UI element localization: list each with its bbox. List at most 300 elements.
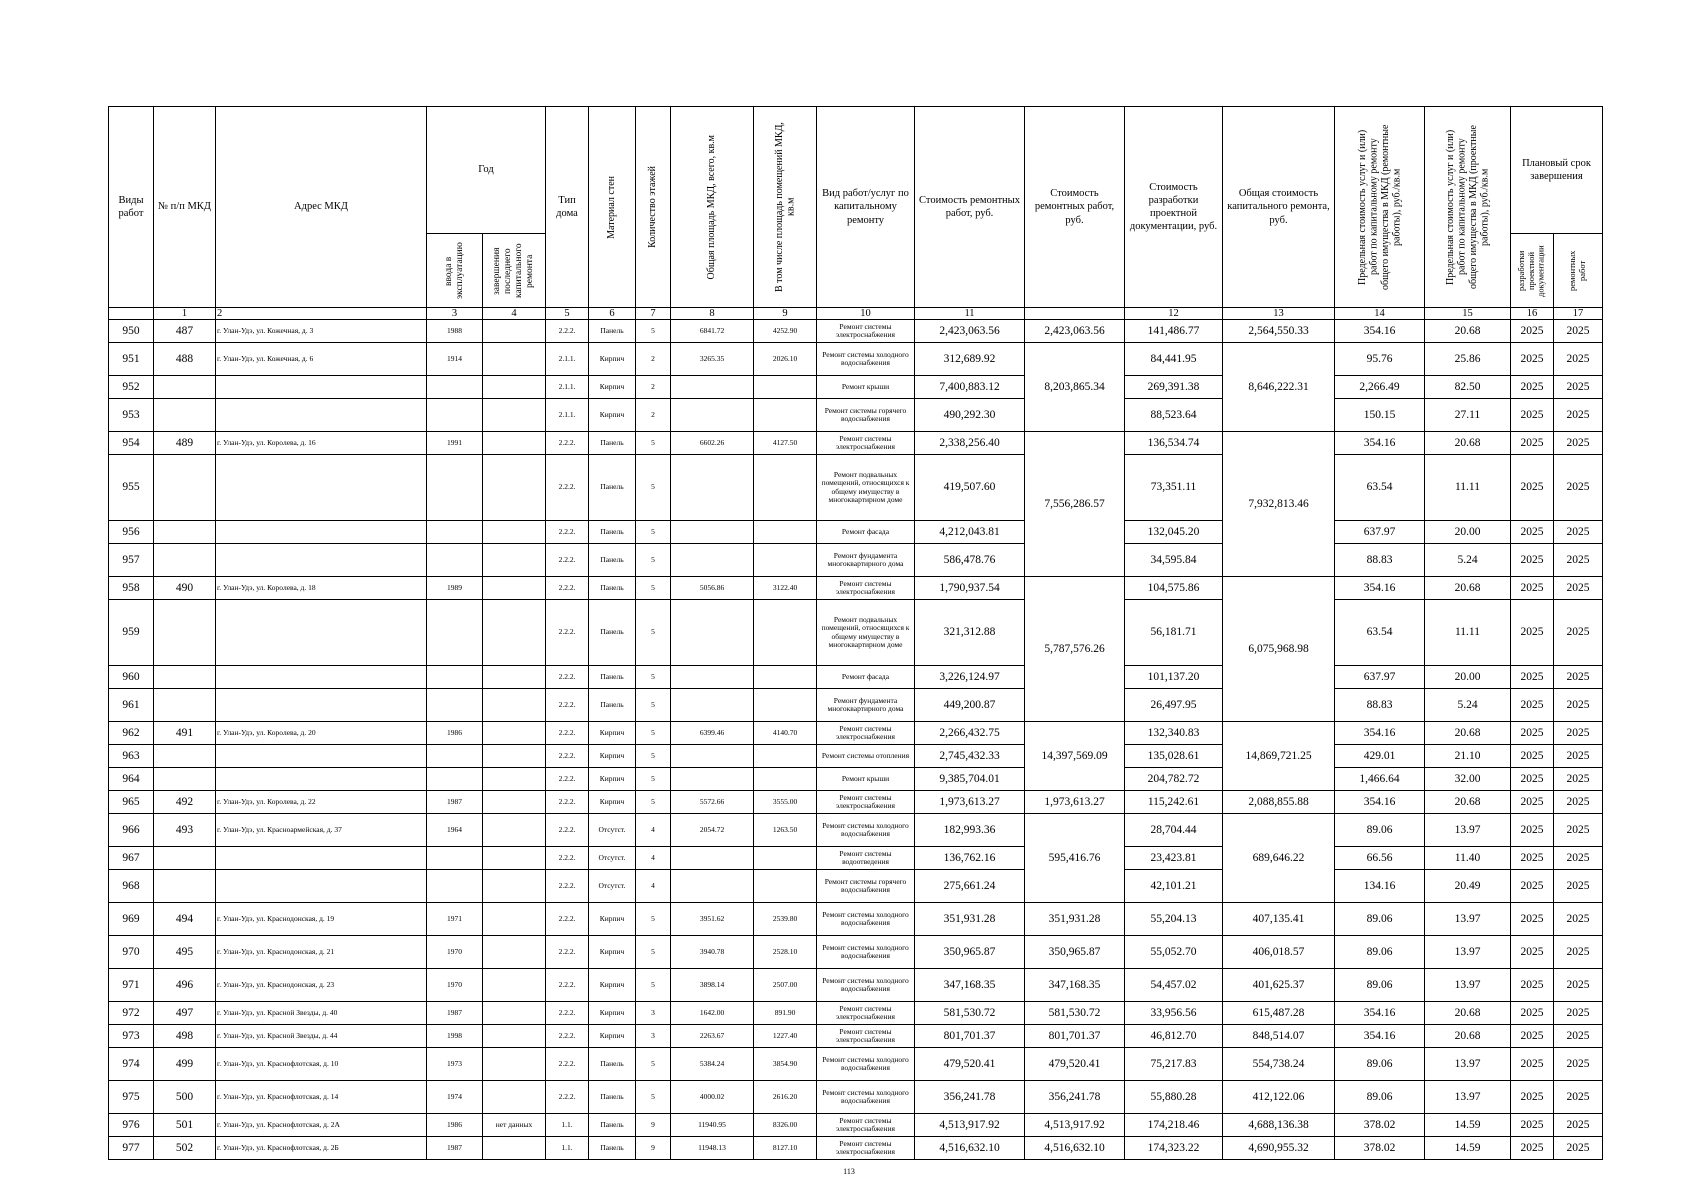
cell-cost: 490,292.30 [915,399,1025,432]
cell-type: 2.1.1. [546,376,589,399]
cell-srok-pd: 2025 [1511,1048,1554,1081]
cell-vid: 956 [109,521,154,544]
cell-srok-rr: 2025 [1554,577,1603,600]
cell-np: 495 [154,936,216,969]
cell-address [216,870,427,903]
cell-np: 491 [154,722,216,745]
cell-srok-pd: 2025 [1511,455,1554,521]
cell-type: 2.2.2. [546,903,589,936]
cell-work: Ремонт системы электроснабжения [817,1137,915,1160]
cell-total: 406,018.57 [1223,936,1335,969]
cell-srok-pd: 2025 [1511,666,1554,689]
cell-area: 5384.24 [671,1048,754,1081]
cell-limit-repair: 1,466.64 [1335,768,1425,791]
cell-area: 6602.26 [671,432,754,455]
cell-limit-project: 13.97 [1425,1048,1511,1081]
cell-work: Ремонт подвальных помещений, относящихся к общему имуществу в многоквартирном доме [817,600,915,666]
cell-vid: 969 [109,903,154,936]
cell-np: 490 [154,577,216,600]
cell-np [154,689,216,722]
cell-year: 1986 [427,722,483,745]
cell-area2 [754,376,817,399]
cell-cost: 449,200.87 [915,689,1025,722]
cell-cost: 586,478.76 [915,544,1025,577]
cell-zav [483,544,546,577]
cell-total: 2,564,550.33 [1223,320,1335,343]
table-row [109,320,1603,343]
page-number: 113 [843,1167,855,1176]
cell-cost-group: 8,203,865.34 [1025,343,1125,432]
cell-year [427,544,483,577]
cell-project-cost: 56,181.71 [1125,600,1223,666]
cell-total: 14,869,721.25 [1223,722,1335,791]
cell-cost-group: 7,556,286.57 [1025,432,1125,577]
cell-work: Ремонт системы холодного водоснабжения [817,1081,915,1114]
cell-year: 1970 [427,936,483,969]
cell-area: 2263.67 [671,1025,754,1048]
cell-material: Панель [589,432,636,455]
cell-zav [483,1137,546,1160]
cell-limit-repair: 637.97 [1335,666,1425,689]
cell-project-cost: 141,486.77 [1125,320,1223,343]
cell-limit-repair: 88.83 [1335,689,1425,722]
cell-cost: 347,168.35 [915,969,1025,1002]
cell-area [671,600,754,666]
colnum-10: 10 [817,308,915,320]
cell-material: Кирпич [589,791,636,814]
cell-material: Панель [589,600,636,666]
cell-vid: 972 [109,1002,154,1025]
cell-area2 [754,544,817,577]
cell-area2: 2507.00 [754,969,817,1002]
cell-srok-pd: 2025 [1511,1002,1554,1025]
cell-type: 2.2.2. [546,544,589,577]
cell-limit-project: 5.24 [1425,544,1511,577]
header-floors: Количество этажей [636,107,671,308]
cell-limit-project: 20.68 [1425,577,1511,600]
cell-np: 497 [154,1002,216,1025]
cell-total: 4,688,136.38 [1223,1114,1335,1137]
cell-year: 1998 [427,1025,483,1048]
cell-year [427,768,483,791]
cell-floors: 5 [636,969,671,1002]
table-row [109,870,1603,903]
cell-work: Ремонт системы электроснабжения [817,791,915,814]
cell-total: 848,514.07 [1223,1025,1335,1048]
cell-project-cost: 46,812.70 [1125,1025,1223,1048]
cell-work: Ремонт фундамента многоквартирного дома [817,689,915,722]
cell-cost-group: 581,530.72 [1025,1002,1125,1025]
cell-np [154,847,216,870]
cell-zav [483,521,546,544]
cell-work: Ремонт подвальных помещений, относящихся к общему имуществу в многоквартирном доме [817,455,915,521]
cell-work: Ремонт системы холодного водоснабжения [817,343,915,376]
cell-area2 [754,745,817,768]
cell-floors: 5 [636,1081,671,1114]
table-row [109,722,1603,745]
cell-limit-project: 27.11 [1425,399,1511,432]
cell-material: Панель [589,689,636,722]
cell-project-cost: 54,457.02 [1125,969,1223,1002]
cell-srok-pd: 2025 [1511,1114,1554,1137]
cell-total: 615,487.28 [1223,1002,1335,1025]
cell-srok-rr: 2025 [1554,376,1603,399]
cell-zav [483,1002,546,1025]
cell-material: Отсутст. [589,814,636,847]
cell-type: 2.2.2. [546,600,589,666]
cell-limit-project: 21.10 [1425,745,1511,768]
cell-floors: 5 [636,689,671,722]
colnum-12: 12 [1125,308,1223,320]
cell-cost-group: 4,513,917.92 [1025,1114,1125,1137]
cell-vid: 954 [109,432,154,455]
cell-vid: 962 [109,722,154,745]
cell-limit-repair: 63.54 [1335,455,1425,521]
cell-area2: 4252.90 [754,320,817,343]
cell-area2: 8127.10 [754,1137,817,1160]
cell-material: Кирпич [589,376,636,399]
cell-limit-project: 20.68 [1425,1002,1511,1025]
cell-np [154,376,216,399]
cell-srok-pd: 2025 [1511,847,1554,870]
cell-area2 [754,768,817,791]
cell-work: Ремонт системы холодного водоснабжения [817,814,915,847]
cell-address: г. Улан-Удэ, ул. Краснофлотская, д. 2Б [216,1137,427,1160]
header-limit-project: Предельная стоимость услуг и (или) работ по капитальному ремонту общего имущества в МКД (проектные работы), руб./кв.м [1425,107,1511,308]
cell-limit-project: 20.68 [1425,320,1511,343]
cell-project-cost: 55,204.13 [1125,903,1223,936]
cell-zav [483,376,546,399]
cell-year: 1974 [427,1081,483,1114]
cell-material: Кирпич [589,343,636,376]
colnum-8: 8 [671,308,754,320]
cell-project-cost: 174,323.22 [1125,1137,1223,1160]
cell-address: г. Улан-Удэ, ул. Краснодонская, д. 21 [216,936,427,969]
cell-srok-rr: 2025 [1554,544,1603,577]
cell-area2: 2528.10 [754,936,817,969]
cell-limit-repair: 89.06 [1335,903,1425,936]
cell-project-cost: 136,534.74 [1125,432,1223,455]
cell-area [671,376,754,399]
cell-limit-repair: 89.06 [1335,1048,1425,1081]
cell-vid: 951 [109,343,154,376]
cell-material: Кирпич [589,936,636,969]
cell-address: г. Улан-Удэ, ул. Краснодонская, д. 19 [216,903,427,936]
cell-limit-project: 20.68 [1425,432,1511,455]
cell-type: 2.2.2. [546,870,589,903]
cell-floors: 5 [636,768,671,791]
cell-zav: нет данных [483,1114,546,1137]
cell-limit-repair: 354.16 [1335,577,1425,600]
cell-cost: 479,520.41 [915,1048,1025,1081]
header-area-total: Общая площадь МКД, всего, кв.м [671,107,754,308]
cell-limit-project: 13.97 [1425,903,1511,936]
header-address: Адрес МКД [216,107,427,308]
cell-limit-repair: 134.16 [1335,870,1425,903]
cell-limit-project: 14.59 [1425,1114,1511,1137]
cell-np: 502 [154,1137,216,1160]
cell-work: Ремонт системы электроснабжения [817,432,915,455]
cell-address: г. Улан-Удэ, ул. Кожечная, д. 3 [216,320,427,343]
cell-limit-project: 25.86 [1425,343,1511,376]
cell-project-cost: 26,497.95 [1125,689,1223,722]
cell-material: Отсутст. [589,847,636,870]
cell-cost: 7,400,883.12 [915,376,1025,399]
cell-material: Кирпич [589,903,636,936]
table-row [109,791,1603,814]
cell-srok-rr: 2025 [1554,455,1603,521]
cell-srok-pd: 2025 [1511,936,1554,969]
cell-area2: 2616.20 [754,1081,817,1114]
cell-area: 5572.66 [671,791,754,814]
cell-vid: 953 [109,399,154,432]
cell-np: 500 [154,1081,216,1114]
cell-srok-rr: 2025 [1554,343,1603,376]
cell-srok-rr: 2025 [1554,1002,1603,1025]
cell-project-cost: 135,028.61 [1125,745,1223,768]
cell-np: 487 [154,320,216,343]
cell-limit-project: 20.68 [1425,722,1511,745]
cell-cost: 419,507.60 [915,455,1025,521]
cell-floors: 2 [636,343,671,376]
cell-project-cost: 84,441.95 [1125,343,1223,376]
cell-zav [483,689,546,722]
cell-address [216,600,427,666]
cell-year: 1987 [427,791,483,814]
cell-vid: 966 [109,814,154,847]
cell-floors: 4 [636,847,671,870]
colnum-15: 15 [1425,308,1511,320]
cell-address [216,455,427,521]
cell-material: Панель [589,1114,636,1137]
cell-material: Отсутст. [589,870,636,903]
cell-project-cost: 115,242.61 [1125,791,1223,814]
cell-address: г. Улан-Удэ, ул. Краснофлотская, д. 10 [216,1048,427,1081]
cell-zav [483,936,546,969]
cell-cost-group: 2,423,063.56 [1025,320,1125,343]
cell-work: Ремонт системы холодного водоснабжения [817,1048,915,1081]
cell-zav [483,666,546,689]
cell-floors: 5 [636,544,671,577]
cell-floors: 5 [636,455,671,521]
cell-area2 [754,455,817,521]
cell-srok-rr: 2025 [1554,666,1603,689]
header-repair-cost-b: Стоимость ремонтных работ, руб. [1025,107,1125,308]
cell-srok-rr: 2025 [1554,399,1603,432]
cell-zav [483,1025,546,1048]
cell-material: Панель [589,455,636,521]
cell-type: 2.2.2. [546,791,589,814]
cell-srok-rr: 2025 [1554,1025,1603,1048]
cell-address: г. Улан-Удэ, ул. Красной Звезды, д. 44 [216,1025,427,1048]
colnum-14: 14 [1335,308,1425,320]
cell-limit-project: 82.50 [1425,376,1511,399]
cell-material: Панель [589,1081,636,1114]
cell-total: 554,738.24 [1223,1048,1335,1081]
colnum-13: 13 [1223,308,1335,320]
cell-total: 2,088,855.88 [1223,791,1335,814]
cell-zav [483,768,546,791]
cell-limit-project: 32.00 [1425,768,1511,791]
cell-work: Ремонт системы холодного водоснабжения [817,969,915,1002]
cell-work: Ремонт системы электроснабжения [817,577,915,600]
header-work-type: Вид работ/услуг по капитальному ремонту [817,107,915,308]
cell-project-cost: 132,045.20 [1125,521,1223,544]
cell-limit-project: 14.59 [1425,1137,1511,1160]
table-row [109,399,1603,432]
cell-floors: 3 [636,1025,671,1048]
capital-repair-table [108,106,1603,1160]
cell-limit-project: 11.40 [1425,847,1511,870]
cell-cost: 1,790,937.54 [915,577,1025,600]
cell-floors: 5 [636,666,671,689]
table-row [109,1137,1603,1160]
cell-limit-repair: 637.97 [1335,521,1425,544]
cell-area [671,847,754,870]
cell-vid: 963 [109,745,154,768]
cell-cost: 182,993.36 [915,814,1025,847]
cell-type: 2.2.2. [546,1002,589,1025]
cell-type: 2.2.2. [546,577,589,600]
cell-address [216,768,427,791]
cell-cost: 3,226,124.97 [915,666,1025,689]
cell-cost: 136,762.16 [915,847,1025,870]
cell-limit-repair: 89.06 [1335,814,1425,847]
cell-limit-project: 20.68 [1425,1025,1511,1048]
cell-year: 1988 [427,320,483,343]
cell-limit-project: 13.97 [1425,1081,1511,1114]
cell-limit-repair: 150.15 [1335,399,1425,432]
cell-material: Кирпич [589,1025,636,1048]
cell-address: г. Улан-Удэ, ул. Королева, д. 18 [216,577,427,600]
cell-vid: 965 [109,791,154,814]
cell-project-cost: 174,218.46 [1125,1114,1223,1137]
table-row [109,432,1603,455]
cell-year: 1986 [427,1114,483,1137]
table-row [109,600,1603,666]
cell-area: 3898.14 [671,969,754,1002]
cell-np [154,666,216,689]
cell-type: 2.2.2. [546,745,589,768]
cell-limit-repair: 89.06 [1335,1081,1425,1114]
cell-srok-rr: 2025 [1554,936,1603,969]
cell-cost-group: 4,516,632.10 [1025,1137,1125,1160]
cell-material: Панель [589,666,636,689]
cell-vid: 967 [109,847,154,870]
cell-limit-repair: 2,266.49 [1335,376,1425,399]
cell-zav [483,814,546,847]
cell-cost-group: 14,397,569.09 [1025,722,1125,791]
table-row [109,903,1603,936]
table-row [109,768,1603,791]
cell-area2: 891.90 [754,1002,817,1025]
cell-total: 412,122.06 [1223,1081,1335,1114]
cell-limit-project: 20.00 [1425,521,1511,544]
cell-area [671,870,754,903]
cell-cost: 2,338,256.40 [915,432,1025,455]
cell-area [671,521,754,544]
cell-limit-project: 20.49 [1425,870,1511,903]
table-row [109,1048,1603,1081]
cell-area: 4000.02 [671,1081,754,1114]
cell-project-cost: 23,423.81 [1125,847,1223,870]
cell-srok-rr: 2025 [1554,903,1603,936]
cell-srok-pd: 2025 [1511,521,1554,544]
cell-zav [483,870,546,903]
cell-area2: 3854.90 [754,1048,817,1081]
cell-zav [483,847,546,870]
cell-type: 2.2.2. [546,666,589,689]
cell-cost: 4,513,917.92 [915,1114,1025,1137]
header-repair-cost: Стоимость ремонтных работ, руб. [915,107,1025,308]
cell-project-cost: 269,391.38 [1125,376,1223,399]
cell-srok-pd: 2025 [1511,320,1554,343]
cell-address [216,847,427,870]
cell-material: Кирпич [589,1002,636,1025]
cell-area2: 3122.40 [754,577,817,600]
cell-vid: 961 [109,689,154,722]
cell-area [671,399,754,432]
colnum-7: 7 [636,308,671,320]
cell-cost: 2,266,432.75 [915,722,1025,745]
cell-project-cost: 42,101.21 [1125,870,1223,903]
cell-cost-group: 801,701.37 [1025,1025,1125,1048]
cell-floors: 5 [636,745,671,768]
table-row [109,969,1603,1002]
cell-cost: 2,745,432.33 [915,745,1025,768]
cell-np: 493 [154,814,216,847]
cell-vid: 958 [109,577,154,600]
cell-cost-group: 1,973,613.27 [1025,791,1125,814]
colnum-3: 3 [427,308,483,320]
cell-work: Ремонт системы холодного водоснабжения [817,903,915,936]
cell-project-cost: 55,052.70 [1125,936,1223,969]
cell-area2: 1227.40 [754,1025,817,1048]
cell-area2: 1263.50 [754,814,817,847]
cell-srok-pd: 2025 [1511,600,1554,666]
cell-zav [483,455,546,521]
cell-work: Ремонт фундамента многоквартирного дома [817,544,915,577]
cell-vid: 975 [109,1081,154,1114]
cell-address: г. Улан-Удэ, ул. Краснофлотская, д. 2А [216,1114,427,1137]
cell-limit-repair: 354.16 [1335,791,1425,814]
cell-area [671,745,754,768]
cell-srok-pd: 2025 [1511,768,1554,791]
cell-floors: 2 [636,399,671,432]
cell-area2: 2026.10 [754,343,817,376]
cell-area: 3951.62 [671,903,754,936]
cell-work: Ремонт системы холодного водоснабжения [817,936,915,969]
cell-srok-rr: 2025 [1554,969,1603,1002]
cell-vid: 957 [109,544,154,577]
cell-zav [483,600,546,666]
cell-vid: 974 [109,1048,154,1081]
table-row [109,847,1603,870]
cell-srok-rr: 2025 [1554,745,1603,768]
cell-cost: 356,241.78 [915,1081,1025,1114]
header-srok-rr: ремонтных работ [1554,234,1603,308]
header-material: Материал стен [589,107,636,308]
cell-np: 494 [154,903,216,936]
colnum-16: 16 [1511,308,1554,320]
cell-limit-repair: 354.16 [1335,320,1425,343]
cell-limit-repair: 354.16 [1335,722,1425,745]
cell-type: 2.2.2. [546,768,589,791]
cell-area: 6399.46 [671,722,754,745]
cell-zav [483,432,546,455]
cell-srok-rr: 2025 [1554,521,1603,544]
cell-area [671,455,754,521]
